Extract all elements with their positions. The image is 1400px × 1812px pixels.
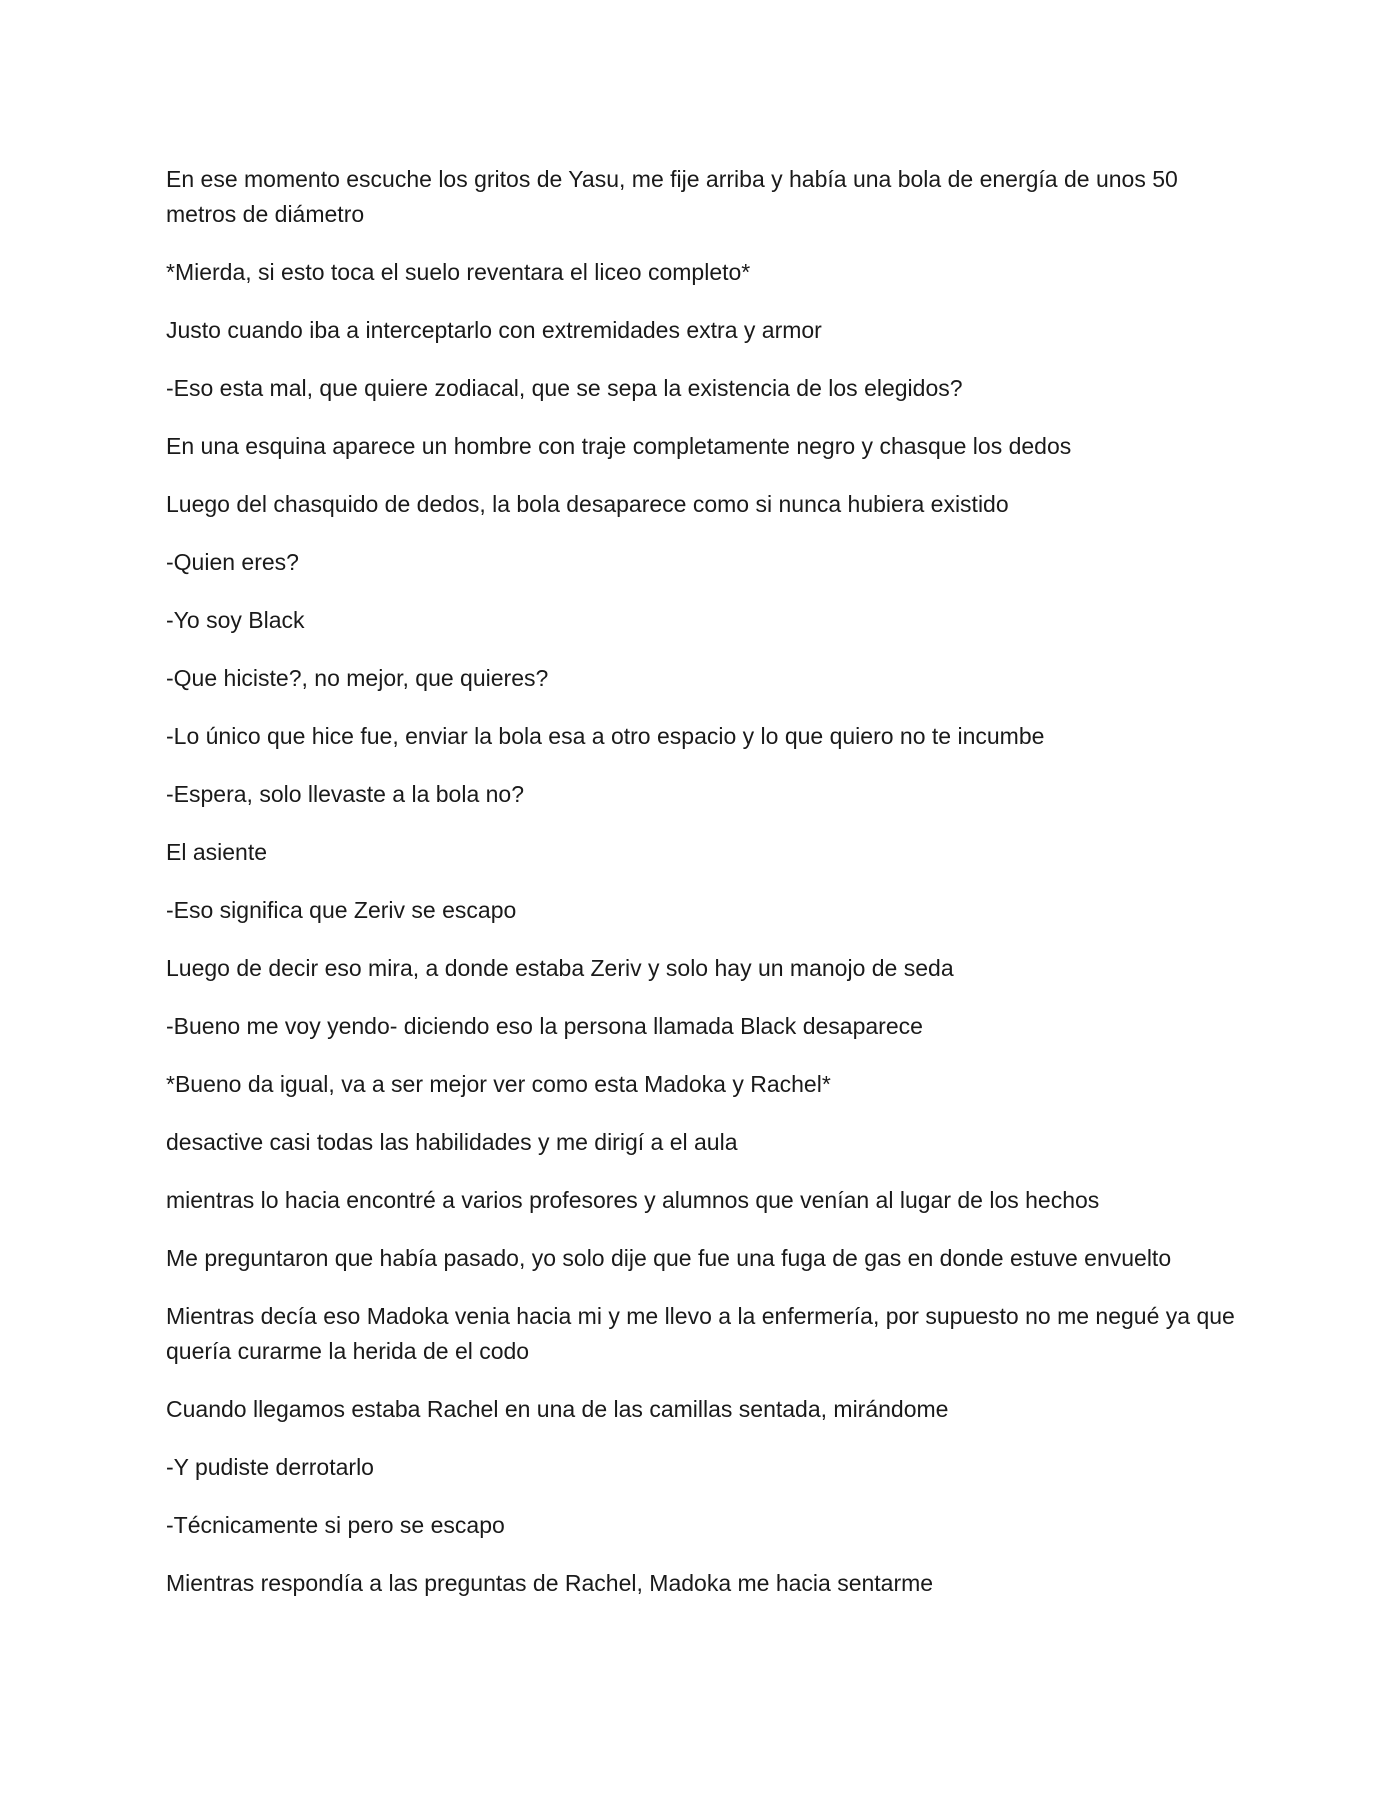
paragraph: -Espera, solo llevaste a la bola no? <box>166 781 524 807</box>
paragraph: -Yo soy Black <box>166 607 305 633</box>
paragraph: mientras lo hacia encontré a varios profesores y alumnos que venían al lugar de los hechos <box>166 1187 1100 1213</box>
paragraph: Mientras decía eso Madoka venia hacia mi y me llevo a la enfermería, por supuesto no me negué ya que quería curarme la herida de el codo <box>166 1303 1235 1364</box>
paragraph: Me preguntaron que había pasado, yo solo dije que fue una fuga de gas en donde estuve envuelto <box>166 1245 1172 1271</box>
paragraph: En una esquina aparece un hombre con traje completamente negro y chasque los dedos <box>166 433 1072 459</box>
paragraph: desactive casi todas las habilidades y me dirigí a el aula <box>166 1129 738 1155</box>
paragraph: Luego de decir eso mira, a donde estaba Zeriv y solo hay un manojo de seda <box>166 955 954 981</box>
document-body <box>166 162 1251 1624</box>
paragraph: En ese momento escuche los gritos de Yasu, me fije arriba y había una bola de energía de unos 50 metros de diámetro <box>166 166 1178 227</box>
paragraph: *Bueno da igual, va a ser mejor ver como esta Madoka y Rachel* <box>166 1071 831 1097</box>
paragraph: -Eso esta mal, que quiere zodiacal, que se sepa la existencia de los elegidos? <box>166 375 963 401</box>
paragraph: Cuando llegamos estaba Rachel en una de las camillas sentada, mirándome <box>166 1396 949 1422</box>
paragraph: -Bueno me voy yendo- diciendo eso la persona llamada Black desaparece <box>166 1013 923 1039</box>
paragraph: -Quien eres? <box>166 549 299 575</box>
paragraph: Luego del chasquido de dedos, la bola desaparece como si nunca hubiera existido <box>166 491 1009 517</box>
paragraph: -Que hiciste?, no mejor, que quieres? <box>166 665 549 691</box>
paragraph: Mientras respondía a las preguntas de Rachel, Madoka me hacia sentarme <box>166 1570 934 1596</box>
paragraph: Justo cuando iba a interceptarlo con extremidades extra y armor <box>166 317 822 343</box>
paragraph: -Técnicamente si pero se escapo <box>166 1512 505 1538</box>
paragraph: -Eso significa que Zeriv se escapo <box>166 897 517 923</box>
paragraph: -Lo único que hice fue, enviar la bola esa a otro espacio y lo que quiero no te incumbe <box>166 723 1045 749</box>
paragraph: El asiente <box>166 839 268 865</box>
paragraph: -Y pudiste derrotarlo <box>166 1454 374 1480</box>
paragraph: *Mierda, si esto toca el suelo reventara el liceo completo* <box>166 259 751 285</box>
